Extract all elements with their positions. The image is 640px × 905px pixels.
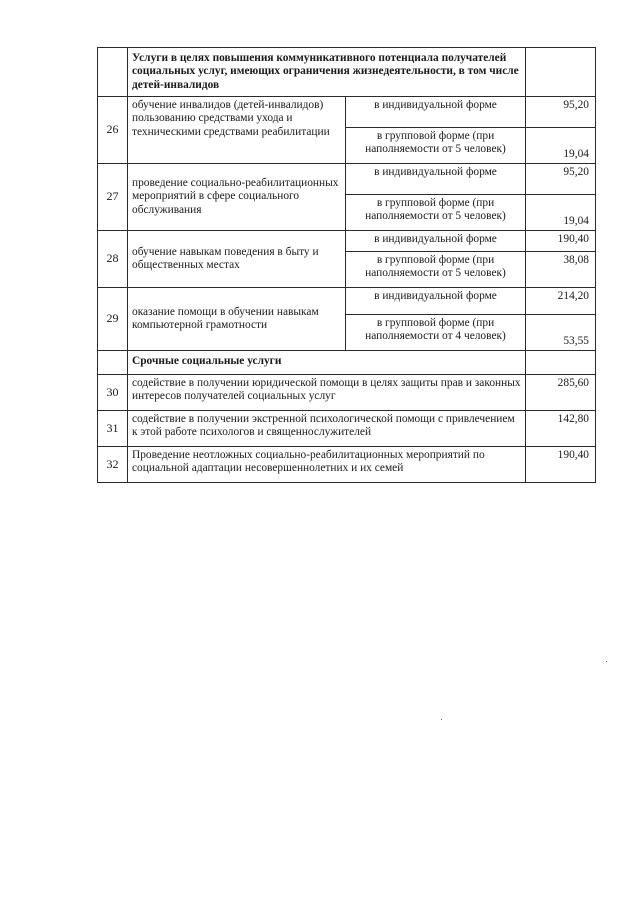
section-num-cell bbox=[98, 48, 128, 97]
service-name: оказание помощи в обучении навыкам компьютерной грамотности bbox=[128, 288, 346, 351]
service-name: обучение навыкам поведения в быту и общественных местах bbox=[128, 231, 346, 288]
table-row bbox=[98, 97, 596, 128]
service-name: содействие в получении экстренной психологической помощи с привлечением к этой работе психологов и священнослужителей bbox=[128, 411, 526, 447]
section-num-cell bbox=[98, 351, 128, 375]
section-header-row bbox=[98, 48, 596, 97]
price-value: 190,40 bbox=[526, 231, 596, 252]
price-value: 214,20 bbox=[526, 288, 596, 315]
section-title: Срочные социальные услуги bbox=[128, 351, 526, 375]
section-title: Услуги в целях повышения коммуникативного потенциала получателей социальных услуг, имеющих ограничения жизнедеятельности, в том числе детей-инвалидов bbox=[128, 48, 526, 97]
row-number: 26 bbox=[98, 97, 128, 164]
table-row bbox=[98, 375, 596, 411]
section-price-cell bbox=[526, 351, 596, 375]
price-value: 285,60 bbox=[526, 375, 596, 411]
service-name: Проведение неотложных социально-реабилитационных мероприятий по социальной адаптации несовершеннолетних и их семей bbox=[128, 447, 526, 483]
table-row bbox=[98, 231, 596, 252]
scan-speck bbox=[441, 719, 442, 720]
price-value: 38,08 bbox=[526, 252, 596, 288]
form-label: в групповой форме (при наполняемости от 5 человек) bbox=[346, 252, 526, 288]
scan-speck bbox=[606, 661, 607, 662]
form-label: в индивидуальной форме bbox=[346, 97, 526, 128]
price-value: 19,04 bbox=[526, 195, 596, 231]
price-value: 53,55 bbox=[526, 315, 596, 351]
table-row bbox=[98, 164, 596, 195]
section-header-row bbox=[98, 351, 596, 375]
price-value: 95,20 bbox=[526, 97, 596, 128]
row-number: 28 bbox=[98, 231, 128, 288]
table-row bbox=[98, 288, 596, 315]
table-row bbox=[98, 447, 596, 483]
price-value: 95,20 bbox=[526, 164, 596, 195]
service-name: обучение инвалидов (детей-инвалидов) пользованию средствами ухода и техническими средствами реабилитации bbox=[128, 97, 346, 164]
tariff-table bbox=[97, 47, 596, 483]
section-price-cell bbox=[526, 48, 596, 97]
row-number: 29 bbox=[98, 288, 128, 351]
row-number: 32 bbox=[98, 447, 128, 483]
price-value: 190,40 bbox=[526, 447, 596, 483]
form-label: в групповой форме (при наполняемости от 4 человек) bbox=[346, 315, 526, 351]
form-label: в групповой форме (при наполняемости от 5 человек) bbox=[346, 195, 526, 231]
form-label: в групповой форме (при наполняемости от 5 человек) bbox=[346, 128, 526, 164]
form-label: в индивидуальной форме bbox=[346, 164, 526, 195]
form-label: в индивидуальной форме bbox=[346, 231, 526, 252]
price-value: 19,04 bbox=[526, 128, 596, 164]
service-name: содействие в получении юридической помощи в целях защиты прав и законных интересов получателей социальных услуг bbox=[128, 375, 526, 411]
price-value: 142,80 bbox=[526, 411, 596, 447]
form-label: в индивидуальной форме bbox=[346, 288, 526, 315]
row-number: 31 bbox=[98, 411, 128, 447]
row-number: 27 bbox=[98, 164, 128, 231]
service-name: проведение социально-реабилитационных мероприятий в сфере социального обслуживания bbox=[128, 164, 346, 231]
table-row bbox=[98, 411, 596, 447]
row-number: 30 bbox=[98, 375, 128, 411]
